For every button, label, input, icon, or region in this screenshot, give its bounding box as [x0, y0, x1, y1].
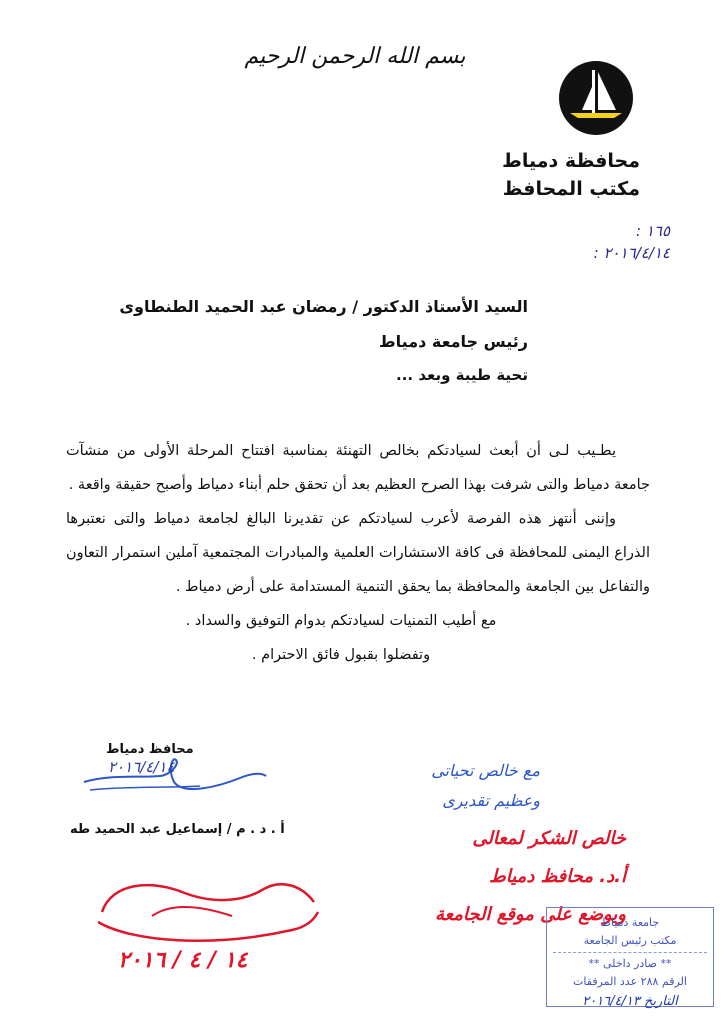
stamp-date: التاريخ ٢٠١٦/٤/١٣	[582, 994, 678, 1009]
paragraph-congratulations: يطـيب لـى أن أبعث لسيادتكم بخالص التهنئة بمناسبة افتتاح المرحلة الأولى من منشآت جامعة دمياط والتى شرفت بهذا الصرح العظيم بعد أن تحقق حلم أبناء دمياط وأصبح حقيقة واقعة .	[66, 443, 650, 493]
paragraph-closing: وتفضلوا بقبول فائق الاحترام .	[251, 647, 431, 663]
letter-body	[66, 434, 650, 672]
basmala: بسم الله الرحمن الرحيم	[244, 44, 466, 69]
president-signature	[92, 872, 322, 952]
stamp-university: جامعة دمياط	[600, 916, 660, 929]
ref-number: ١٦٥ :	[636, 222, 670, 240]
signature-governor-label: محافظ دمياط	[106, 742, 194, 757]
ref-date-line	[460, 244, 670, 262]
signature-date: ٢٠١٦/٤/١٤	[108, 758, 175, 776]
governorate-name: محافظة دمياط	[502, 150, 640, 172]
paragraph-appreciation: وإننى أنتهز هذه الفرصة لأعرب لسيادتكم عن تقديرنا البالغ لجامعة دمياط والتى نعتبرها الذراع اليمنى للمحافظة فى كافة الاستشارات العلمية والمبادرات المجتمعية آملين استمرار التعاون والتفاعل بين الجامعة والمحافظة بما يحقق التنمية المستدامة على أرض دمياط .	[66, 511, 650, 595]
addressee-title: رئيس جامعة دمياط	[379, 332, 528, 351]
greeting: تحية طيبة وبعد ...	[396, 366, 528, 384]
red-note-line: أ.د. محافظ دمياط	[489, 866, 626, 887]
stamp-outgoing: ** صادر داخلى **	[588, 957, 672, 970]
stamp-office: مكتب رئيس الجامعة	[583, 934, 677, 947]
reference-block	[460, 222, 670, 266]
ref-number-line	[460, 222, 670, 240]
red-note-line: ويوضع على موقع الجامعة	[434, 904, 626, 925]
stamp-number: الرقم ٢٨٨ عدد المرفقات	[573, 975, 687, 988]
university-stamp	[546, 907, 714, 1007]
blue-note-line: وعظيم تقديرى	[442, 791, 540, 810]
signature-name: أ . د . م / إسماعيل عبد الحميد طه	[70, 822, 285, 837]
governor-office: مكتب المحافظ	[502, 178, 640, 200]
ref-date: ٢٠١٦/٤/١٤ :	[593, 244, 670, 262]
paragraph-wishes: مع أطيب التمنيات لسيادتكم بدوام التوفيق والسداد .	[185, 613, 497, 629]
red-note-line: خالص الشكر لمعالى	[472, 828, 626, 849]
blue-note-line: مع خالص تحياتى	[431, 761, 540, 780]
handwritten-note-blue	[330, 756, 540, 816]
red-handwritten-date: ١٤ / ٤ / ٢٠١٦	[118, 948, 248, 973]
addressee: السيد الأستاذ الدكتور / رمضان عبد الحميد الطنطاوى	[119, 297, 528, 316]
boat-logo-icon	[558, 60, 634, 136]
